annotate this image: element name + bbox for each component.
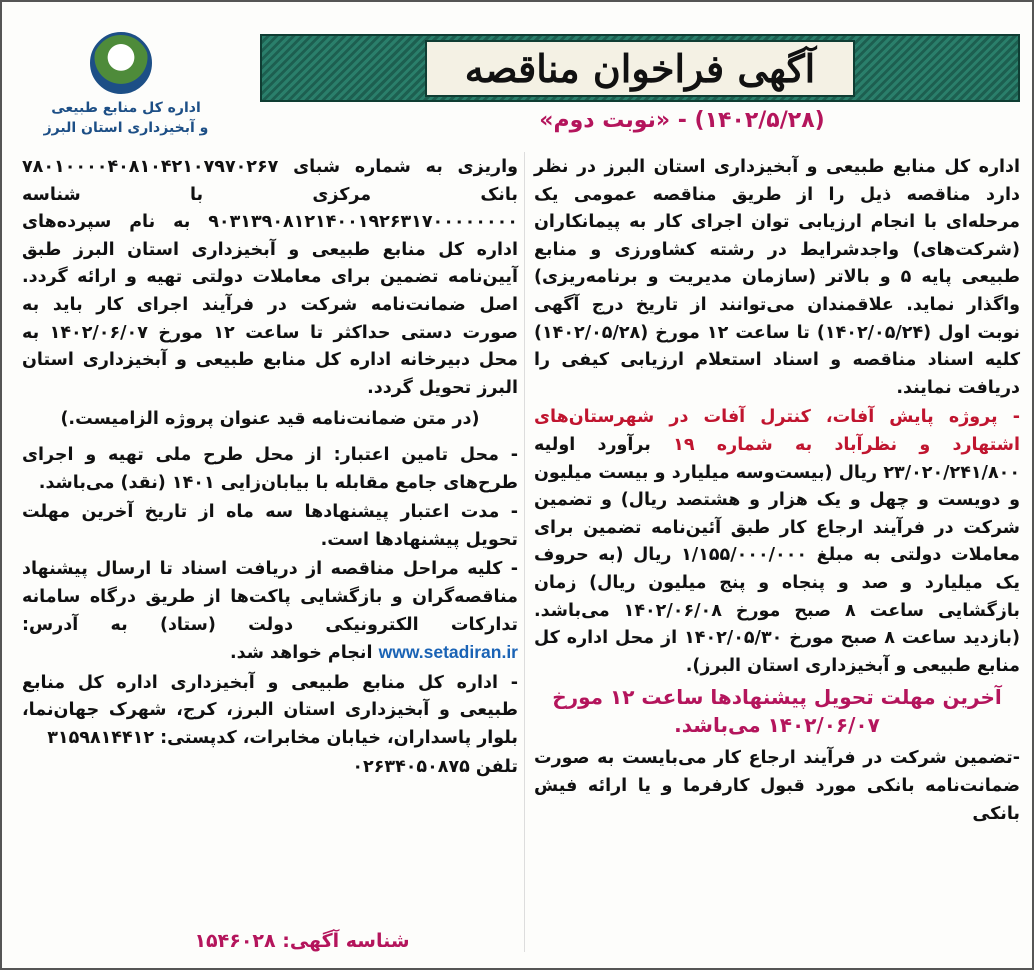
funding-paragraph: - محل تامین اعتبار: از محل طرح ملی تهیه و اجرای طرح‌های جامع مقابله با بیابان‌زایی ۱۴۰۱ (نقد) می‌باشد.: [22, 444, 518, 493]
process-text-end: انجام خواهد شد.: [229, 643, 373, 664]
guarantee-paragraph: -تضمین شرکت در فرآیند ارجاع کار می‌بایست به صورت ضمانت‌نامه بانکی مورد قبول کارفرما و یا ارائه فیش بانکی: [534, 748, 1020, 824]
right-column: [534, 154, 1020, 830]
org-name-line1: اداره کل منابع طبیعی: [51, 100, 201, 116]
validity-paragraph: - مدت اعتبار پیشنهادها سه ماه از تاریخ آخرین مهلت تحویل پیشنهادها است.: [22, 502, 518, 550]
column-divider: [524, 152, 525, 952]
address-paragraph: - اداره کل منابع طبیعی و آبخیزداری اداره کل منابع طبیعی و آبخیزداری استان البرز، کرج، شهرک جهان‌نما، بلوار پاسداران، خیابان مخابرات، کدپستی: ۳۱۵۹۸۱۴۴۱۲: [22, 672, 518, 748]
website-link[interactable]: www.setadiran.ir: [378, 642, 518, 663]
process-text: - کلیه مراحل مناقصه از دریافت اسناد تا ارسال پیشنهاد مناقصه‌گران و بازگشایی پاکت‌ها از طریق درگاه سامانه تدارکات الکترونیکی دولت (ستاد) به آدرس:: [22, 559, 518, 635]
header-banner: [260, 34, 1020, 102]
org-emblem-icon: [90, 32, 152, 94]
project-title: - پروژه پایش آفات، کنترل آفات در شهرستان‌های اشتهارد و نظرآباد به شماره ۱۹: [534, 407, 1021, 455]
page-title: آگهی فراخوان مناقصه: [425, 40, 855, 97]
process-paragraph: [22, 556, 518, 667]
deadline-notice: آخرین مهلت تحویل پیشنهادها ساعت ۱۲ مورخ ۱۴۰۲/۰۶/۰۷ می‌باشد.: [552, 685, 1002, 737]
payment-paragraph: واریزی به شماره شبای ۷۸۰۱۰۰۰۰۴۰۸۱۰۴۲۱۰۷۹۷۰۲۶۷ بانک مرکزی با شناسه ۹۰۳۱۳۹۰۸۱۲۱۴۰۰۱۹۲۶۳۱۷۰۰۰۰۰۰۰۰ به نام سپرده‌های اداره کل منابع طبیعی و آبخیزداری استان البرز طبق آیین‌نامه تضمین برای معاملات دولتی تهیه و ارائه گردد. اصل ضمانت‌نامه شرکت در فرآیند اجرای کار باید به صورت دستی حداکثر تا ساعت ۱۲ مورخ ۱۴۰۲/۰۶/۰۷ به محل دبیرخانه اداره کل منابع طبیعی و آبخیزداری استان البرز تحویل گردد.: [22, 157, 519, 398]
org-name-line2: و آبخیزداری استان البرز: [43, 120, 209, 136]
phone-line: تلفن ۰۲۶۳۴۰۵۰۸۷۵: [352, 757, 518, 778]
guarantee-note: (در متن ضمانت‌نامه قید عنوان پروژه الزامیست.): [60, 409, 480, 430]
ad-id: شناسه آگهی: ۱۵۴۶۰۲۸: [194, 930, 410, 952]
project-paragraph: [534, 404, 1020, 680]
project-body: برآورد اولیه ۲۳/۰۲۰/۲۴۱/۸۰۰ ریال (بیست‌وسه میلیارد و بیست میلیون و دویست و چهل و یک هزار و هشتصد ریال) و تضمین شرکت در فرآیند ارجاع کار طبق آئین‌نامه تضمین برای معاملات دولتی به مبلغ ۱/۱۵۵/۰۰۰/۰۰۰ ریال (به حروف یک میلیارد و صد و پنجاه و پنج میلیون ریال) زمان بازگشایی ساعت ۸ صبح مورخ ۱۴۰۲/۰۶/۰۸ می‌باشد. (بازدید ساعت ۸ صبح مورخ ۱۴۰۲/۰۵/۳۰ از محل اداره کل منابع طبیعی و آبخیزداری استان البرز).: [534, 434, 1020, 676]
intro-paragraph: اداره کل منابع طبیعی و آبخیزداری استان البرز در نظر دارد مناقصه ذیل را از طریق مناقصه عمومی یک مرحله‌ای با انجام ارزیابی توان اجرای کار به پیمانکاران (شرکت‌های) واجدشرایط در رشته کشاورزی و منابع طبیعی پایه ۵ و بالاتر (سازمان مدیریت و برنامه‌ریزی) واگذار نماید. علاقمندان می‌توانند از تاریخ درج آگهی نوبت اول (۱۴۰۲/۰۵/۲۴) تا ساعت ۱۲ مورخ (۱۴۰۲/۰۵/۲۸) کلیه اسناد مناقصه و اسناد استعلام ارزیابی کیفی را دریافت نمایند.: [534, 157, 1020, 398]
issue-date-subtitle: (۱۴۰۲/۵/۲۸) - «نوبت دوم»: [539, 108, 825, 133]
left-column: [22, 154, 518, 784]
org-name: [26, 98, 226, 138]
